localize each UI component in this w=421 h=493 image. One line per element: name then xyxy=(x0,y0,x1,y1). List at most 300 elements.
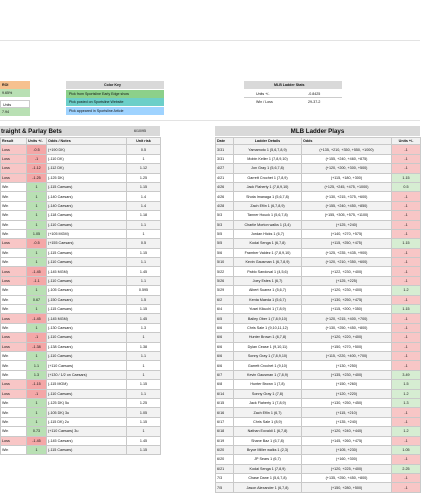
units-cell[interactable]: 1.3 xyxy=(392,398,421,407)
result-cell[interactable]: Loss xyxy=(1,154,27,163)
ladder-details-cell[interactable]: Dylan Cease 1 (9,10,11) xyxy=(234,342,302,351)
result-cell[interactable]: Win xyxy=(1,295,27,304)
units-cell[interactable]: -1 xyxy=(392,295,421,304)
odds-cell[interactable]: (-150 Caesars) xyxy=(47,295,127,304)
units-cell[interactable]: 1 xyxy=(27,445,47,454)
units-cell[interactable]: 1.2 xyxy=(392,427,421,436)
column-header[interactable]: Odds / Notes xyxy=(47,138,127,145)
odds-cell[interactable]: (+145, +260, +475) xyxy=(302,436,392,445)
column-header[interactable]: Result xyxy=(1,138,27,145)
date-cell[interactable]: 6/16 xyxy=(216,408,234,417)
odds-cell[interactable]: (+155, +240, +460, +875) xyxy=(302,154,392,163)
units-cell[interactable]: 1.2 xyxy=(392,389,421,398)
result-cell[interactable]: Loss xyxy=(1,267,27,276)
date-cell[interactable]: 3/31 xyxy=(216,154,234,163)
result-cell[interactable]: Win xyxy=(1,370,27,379)
odds-cell[interactable]: (+135, +230, +400) xyxy=(302,370,392,379)
units-cell[interactable]: -1.15 xyxy=(27,380,47,389)
unit-risk-cell[interactable]: 0.595 xyxy=(127,286,161,295)
odds-cell[interactable]: (+125, +235, +435, +900) xyxy=(302,248,392,257)
ladder-details-cell[interactable]: Garrett Crochet 1 (7,8,9) xyxy=(234,173,302,182)
units-cell[interactable]: -1 xyxy=(392,314,421,323)
units-cell[interactable]: 1 xyxy=(27,351,47,360)
odds-cell[interactable]: (+105, +230) xyxy=(302,445,392,454)
odds-cell[interactable]: (-115 Caesars) xyxy=(47,182,127,191)
result-cell[interactable]: Win xyxy=(1,427,27,436)
odds-cell[interactable]: (+160, +300) xyxy=(302,455,392,464)
units-cell[interactable]: -1.12 xyxy=(27,164,47,173)
odds-cell[interactable]: (-110 Caesars) xyxy=(47,389,127,398)
units-cell[interactable]: -1 xyxy=(392,267,421,276)
odds-cell[interactable]: (+115, +180, +300) xyxy=(302,173,392,182)
unit-risk-cell[interactable]: 1.15 xyxy=(127,380,161,389)
ladder-details-cell[interactable]: Sonny Gray 1 (7,8) xyxy=(234,389,302,398)
units-cell[interactable]: 1.15 xyxy=(392,239,421,248)
units-cell[interactable]: 1 xyxy=(27,192,47,201)
units-cell[interactable]: 3.49 xyxy=(392,370,421,379)
ladder-details-cell[interactable]: Bailey Ober 1 (7,8,9,10) xyxy=(234,314,302,323)
odds-cell[interactable]: (-105 Caesars) xyxy=(47,286,127,295)
units-cell[interactable]: -1 xyxy=(392,474,421,483)
color-key-title-cell[interactable] xyxy=(66,81,164,89)
odds-cell[interactable]: (+130, +215, +375, +600) xyxy=(302,192,392,201)
units-cell[interactable]: 1.3 xyxy=(27,370,47,379)
ladder-details-cell[interactable]: Bryce Miller walks 1 (2,3) xyxy=(234,445,302,454)
units-cell[interactable]: -1 xyxy=(392,408,421,417)
ladder-details-cell[interactable]: Tanner Houck 1 (5,6,7,8) xyxy=(234,211,302,220)
odds-cell[interactable]: (+115, +210) xyxy=(302,408,392,417)
odds-cell[interactable]: (+115, +250, +475) xyxy=(302,239,392,248)
odds-cell[interactable]: (+110 Caesars) xyxy=(47,361,127,370)
units-cell[interactable]: -1 xyxy=(27,333,47,342)
odds-cell[interactable]: (-145 MGM) xyxy=(47,314,127,323)
ladder-details-cell[interactable]: Yusei Kikuchi 1 (7,8,9) xyxy=(234,305,302,314)
unit-risk-cell[interactable]: 1.25 xyxy=(127,398,161,407)
ladder-stats-title-cell[interactable] xyxy=(244,81,342,89)
unit-risk-cell[interactable]: 1.4 xyxy=(127,201,161,210)
date-cell[interactable]: 5/10 xyxy=(216,258,234,267)
column-header[interactable]: Units +/- xyxy=(392,138,421,145)
result-cell[interactable]: Win xyxy=(1,201,27,210)
roi-value-cell[interactable] xyxy=(0,89,30,97)
odds-cell[interactable]: (+120, +210, +350, +600) xyxy=(302,258,392,267)
result-cell[interactable]: Win xyxy=(1,286,27,295)
units-cell[interactable]: -1 xyxy=(392,361,421,370)
result-cell[interactable]: Loss xyxy=(1,173,27,182)
units-cell[interactable]: 1 xyxy=(27,408,47,417)
units-cell[interactable]: -1 xyxy=(27,389,47,398)
ladder-details-cell[interactable]: Jordan Hicks 1 (6,7) xyxy=(234,229,302,238)
ladder-details-cell[interactable]: Chase Dane 1 (5,6,7,8) xyxy=(234,474,302,483)
units-cell[interactable]: -1 xyxy=(392,192,421,201)
result-cell[interactable]: Win xyxy=(1,398,27,407)
odds-cell[interactable]: (+150, +270, +500) xyxy=(302,342,392,351)
ladder-details-cell[interactable]: Albert Suarez 1 (5,6,7) xyxy=(234,286,302,295)
units-cell[interactable]: -1 xyxy=(392,342,421,351)
color-key-item-early-edge[interactable] xyxy=(66,90,164,98)
odds-cell[interactable]: (-115 Caesars) xyxy=(47,445,127,454)
ladder-details-cell[interactable]: Hunter Brown 1 (6,7,8) xyxy=(234,333,302,342)
date-cell[interactable]: 6/6 xyxy=(216,361,234,370)
units-cell[interactable]: 1 xyxy=(27,211,47,220)
date-cell[interactable]: 4/28 xyxy=(216,201,234,210)
unit-risk-cell[interactable]: 1.15 xyxy=(127,248,161,257)
result-cell[interactable]: Win xyxy=(1,323,27,332)
odds-cell[interactable]: (+115, +200, +350) xyxy=(302,305,392,314)
units-cell[interactable]: -1.45 xyxy=(27,267,47,276)
units-cell[interactable]: -1 xyxy=(392,154,421,163)
ladder-details-cell[interactable]: Pablo Sandoval 1 (4,5,6) xyxy=(234,267,302,276)
ladder-details-cell[interactable]: JP Sears 1 (6,7) xyxy=(234,455,302,464)
ladder-details-cell[interactable]: Sonny Gray 1 (7,8,9,10) xyxy=(234,351,302,360)
ladder-details-cell[interactable]: Chris Sale 1 (9,10,11,12) xyxy=(234,323,302,332)
unit-risk-cell[interactable]: 1.45 xyxy=(127,314,161,323)
date-cell[interactable]: 5/22 xyxy=(216,267,234,276)
result-cell[interactable]: Loss xyxy=(1,389,27,398)
result-cell[interactable]: Loss xyxy=(1,380,27,389)
units-cell[interactable]: 1 xyxy=(27,258,47,267)
unit-risk-cell[interactable]: 1 xyxy=(127,154,161,163)
units-cell[interactable]: -1 xyxy=(392,276,421,285)
units-cell[interactable]: 1 xyxy=(27,220,47,229)
odds-cell[interactable]: (-110 Caesars) xyxy=(47,351,127,360)
ladder-details-cell[interactable]: Zach Eflin 1 (6,7,8,9) xyxy=(234,201,302,210)
odds-cell[interactable]: (+135, +240) xyxy=(302,417,392,426)
result-cell[interactable]: Win xyxy=(1,361,27,370)
odds-cell[interactable]: (-118 Caesars) xyxy=(47,211,127,220)
date-cell[interactable]: 6/6 xyxy=(216,351,234,360)
odds-cell[interactable]: (+130, +250) xyxy=(302,361,392,370)
units-label-cell[interactable] xyxy=(0,100,30,108)
units-cell[interactable]: -1.25 xyxy=(27,173,47,182)
result-cell[interactable]: Win xyxy=(1,211,27,220)
units-cell[interactable]: -1 xyxy=(392,220,421,229)
date-cell[interactable]: 6/6 xyxy=(216,342,234,351)
units-cell[interactable]: -1 xyxy=(392,164,421,173)
ladder-details-cell[interactable]: Shota Imanaga 1 (5,6,7,8) xyxy=(234,192,302,201)
unit-risk-cell[interactable]: 1.45 xyxy=(127,436,161,445)
units-cell[interactable]: 1 xyxy=(27,248,47,257)
odds-cell[interactable]: (+130, +250, +475) xyxy=(302,295,392,304)
date-cell[interactable]: 5/5 xyxy=(216,239,234,248)
units-cell[interactable]: 1.05 xyxy=(27,229,47,238)
result-cell[interactable]: Win xyxy=(1,417,27,426)
odds-cell[interactable]: (-110 Caesars) xyxy=(47,258,127,267)
result-cell[interactable]: Win xyxy=(1,305,27,314)
odds-cell[interactable]: (+125, +240) xyxy=(302,220,392,229)
ladder-details-cell[interactable]: Shane Baz 1 (6,7,8) xyxy=(234,436,302,445)
column-header[interactable]: Odds xyxy=(302,138,392,145)
ladder-details-cell[interactable]: Nathan Eovaldi 1 (6,7,8) xyxy=(234,427,302,436)
odds-cell[interactable]: (+190 DK) xyxy=(47,145,127,154)
units-cell[interactable]: -1 xyxy=(392,229,421,238)
ladder-details-cell[interactable]: Jason Alexander 1 (6,7,8) xyxy=(234,483,302,492)
result-cell[interactable]: Win xyxy=(1,248,27,257)
date-cell[interactable]: 5/6 xyxy=(216,248,234,257)
date-cell[interactable]: 5/3 xyxy=(216,211,234,220)
odds-cell[interactable]: (+135, +250, +450, +800) xyxy=(302,474,392,483)
ladder-details-cell[interactable]: Framber Valdez 1 (7,8,9,10) xyxy=(234,248,302,257)
date-cell[interactable]: 7/3 xyxy=(216,474,234,483)
units-cell[interactable]: -1 xyxy=(27,154,47,163)
date-cell[interactable]: 6/18 xyxy=(216,427,234,436)
units-cell[interactable]: -1 xyxy=(392,436,421,445)
odds-cell[interactable]: (+125, +225) xyxy=(302,276,392,285)
units-cell[interactable]: 0.5 xyxy=(392,182,421,191)
result-cell[interactable]: Loss xyxy=(1,145,27,154)
unit-risk-cell[interactable]: 1 xyxy=(127,361,161,370)
ladder-details-cell[interactable]: Jack Flaherty 1 (7,8,9,10) xyxy=(234,182,302,191)
odds-cell[interactable]: (+120, +220) xyxy=(302,389,392,398)
date-cell[interactable]: 4/27 xyxy=(216,164,234,173)
units-cell[interactable]: 2.25 xyxy=(392,464,421,473)
result-cell[interactable]: Loss xyxy=(1,333,27,342)
odds-cell[interactable]: (+105 MGM) xyxy=(47,229,127,238)
roi-label-cell[interactable] xyxy=(0,81,30,89)
odds-cell[interactable]: (-110 Caesars) xyxy=(47,276,127,285)
unit-risk-cell[interactable]: 1.15 xyxy=(127,445,161,454)
odds-cell[interactable]: (+122, +230, +400) xyxy=(302,267,392,276)
units-cell[interactable]: -1 xyxy=(392,351,421,360)
odds-cell[interactable]: (-110 Caesars) xyxy=(47,333,127,342)
unit-risk-cell[interactable]: 1.5 xyxy=(127,295,161,304)
ladder-stats-record-row[interactable] xyxy=(244,98,342,106)
unit-risk-cell[interactable]: 1.15 xyxy=(127,182,161,191)
odds-cell[interactable]: (+130 / 1/2 on Caesars) xyxy=(47,370,127,379)
odds-cell[interactable]: (-115 Caesars) xyxy=(47,305,127,314)
units-cell[interactable]: 1.15 xyxy=(392,305,421,314)
unit-risk-cell[interactable]: 1.15 xyxy=(127,417,161,426)
units-cell[interactable]: 1 xyxy=(27,305,47,314)
units-cell[interactable]: 1.05 xyxy=(392,445,421,454)
date-cell[interactable]: 4/26 xyxy=(216,192,234,201)
unit-risk-cell[interactable]: 1 xyxy=(127,333,161,342)
odds-cell[interactable]: (+155, +305, +575, +1100) xyxy=(302,211,392,220)
ladder-details-cell[interactable]: Chris Sale 1 (8,9) xyxy=(234,417,302,426)
unit-risk-cell[interactable]: 1.18 xyxy=(127,211,161,220)
date-cell[interactable]: 4/26 xyxy=(216,182,234,191)
units-cell[interactable]: -1.45 xyxy=(27,436,47,445)
result-cell[interactable]: Loss xyxy=(1,342,27,351)
date-cell[interactable]: 6/5 xyxy=(216,314,234,323)
column-header[interactable]: Ladder Details xyxy=(234,138,302,145)
ladder-details-cell[interactable]: Kevin Gausman 1 (7,8,9) xyxy=(234,370,302,379)
date-cell[interactable]: 3/31 xyxy=(216,145,234,154)
units-cell[interactable]: -0.5 xyxy=(27,145,47,154)
odds-cell[interactable]: (+155 Caesars) xyxy=(47,239,127,248)
odds-cell[interactable]: (+120, +200, +300, +500) xyxy=(302,164,392,173)
result-cell[interactable]: Loss xyxy=(1,276,27,285)
odds-cell[interactable]: (-130 Caesars) xyxy=(47,323,127,332)
ladder-details-cell[interactable]: Kodai Senga 1 (7,8,9) xyxy=(234,464,302,473)
odds-cell[interactable]: (-138 Caesars) xyxy=(47,342,127,351)
ladder-details-cell[interactable]: Garrett Crochet 1 (9,10) xyxy=(234,361,302,370)
ladder-details-cell[interactable]: Kodai Senga 1 (6,7,8) xyxy=(234,239,302,248)
unit-risk-cell[interactable]: 0.5 xyxy=(127,239,161,248)
units-cell[interactable]: 1 xyxy=(27,286,47,295)
unit-risk-cell[interactable]: 1.1 xyxy=(127,220,161,229)
result-cell[interactable]: Loss xyxy=(1,239,27,248)
unit-risk-cell[interactable]: 1.1 xyxy=(127,258,161,267)
date-cell[interactable]: 5/29 xyxy=(216,286,234,295)
date-cell[interactable]: 7/5 xyxy=(216,483,234,492)
unit-risk-cell[interactable]: 1.1 xyxy=(127,389,161,398)
odds-cell[interactable]: (-125 DK) xyxy=(47,173,127,182)
units-cell[interactable]: 0.73 xyxy=(27,427,47,436)
result-cell[interactable]: Win xyxy=(1,445,27,454)
units-cell[interactable]: -1 xyxy=(392,258,421,267)
unit-risk-cell[interactable]: 1.4 xyxy=(127,192,161,201)
color-key-item-website[interactable] xyxy=(66,98,164,106)
result-cell[interactable]: Win xyxy=(1,408,27,417)
units-cell[interactable]: -0.5 xyxy=(27,239,47,248)
table-row xyxy=(1,248,161,257)
ladder-details-cell[interactable]: Joey Estes 1 (6,7) xyxy=(234,276,302,285)
units-cell[interactable]: -1 xyxy=(392,333,421,342)
unit-risk-cell[interactable]: 1.1 xyxy=(127,351,161,360)
units-cell[interactable]: 0.67 xyxy=(27,295,47,304)
odds-cell[interactable]: (+120, +215, +400, +700) xyxy=(302,314,392,323)
units-cell[interactable]: 1.2 xyxy=(392,286,421,295)
odds-cell[interactable]: (+135, +210, +350, +550, +1000) xyxy=(302,145,392,154)
result-cell[interactable]: Loss xyxy=(1,164,27,173)
unit-risk-cell[interactable]: 1.3 xyxy=(127,323,161,332)
ladder-details-cell[interactable]: Kenta Maeda 1 (5,6,7) xyxy=(234,295,302,304)
units-cell[interactable]: 1.1 xyxy=(27,361,47,370)
date-cell[interactable]: 6/6 xyxy=(216,323,234,332)
odds-cell[interactable]: (+110 Caesars) 3u xyxy=(47,427,127,436)
odds-cell[interactable]: (-140 Caesars) xyxy=(47,201,127,210)
odds-cell[interactable]: (+150, +280, +500) xyxy=(302,483,392,492)
date-cell[interactable]: 6/20 xyxy=(216,445,234,454)
odds-cell[interactable]: (-115 DK) 2u xyxy=(47,417,127,426)
odds-cell[interactable]: (+140, +270, +575) xyxy=(302,229,392,238)
date-cell[interactable]: 6/7 xyxy=(216,370,234,379)
ladder-details-cell[interactable]: Yamamoto 1 (5,6,7,8,9) xyxy=(234,145,302,154)
ladder-details-cell[interactable]: Mobin Keller 1 (7,8,9,10) xyxy=(234,154,302,163)
units-cell[interactable]: 1.15 xyxy=(392,173,421,182)
color-key-item-article[interactable] xyxy=(66,107,164,115)
ladder-details-cell[interactable]: Charlie Morton walks 1 (3,4) xyxy=(234,220,302,229)
unit-risk-cell[interactable]: 1.15 xyxy=(127,305,161,314)
unit-risk-cell[interactable]: 1.05 xyxy=(127,408,161,417)
result-cell[interactable]: Loss xyxy=(1,436,27,445)
odds-cell[interactable]: (+150, +260) xyxy=(302,380,392,389)
odds-cell[interactable]: (+155, +240, +450, +850) xyxy=(302,201,392,210)
date-cell[interactable]: 6/17 xyxy=(216,417,234,426)
unit-risk-cell[interactable]: 1 xyxy=(127,229,161,238)
date-cell[interactable]: 6/2 xyxy=(216,295,234,304)
units-cell[interactable]: 1 xyxy=(27,323,47,332)
odds-cell[interactable]: (+130, +250, +450) xyxy=(302,398,392,407)
odds-cell[interactable]: (+120, +225, +400) xyxy=(302,464,392,473)
units-cell[interactable]: -1 xyxy=(392,323,421,332)
ladder-details-cell[interactable]: Jon Gray 1 (5,6,7,8) xyxy=(234,164,302,173)
units-cell[interactable]: 1 xyxy=(27,201,47,210)
date-cell[interactable]: 6/8 xyxy=(216,380,234,389)
odds-cell[interactable]: (+115, +220, +400, +700) xyxy=(302,351,392,360)
odds-cell[interactable]: (-125 DK) 5u xyxy=(47,398,127,407)
units-value-cell[interactable] xyxy=(0,108,30,116)
ladder-details-cell[interactable]: Kevin Gausman 1 (6,7,8,9) xyxy=(234,258,302,267)
unit-risk-cell[interactable]: 1.38 xyxy=(127,342,161,351)
date-cell[interactable]: 4/21 xyxy=(216,173,234,182)
result-cell[interactable]: Win xyxy=(1,220,27,229)
date-cell[interactable]: 5/5 xyxy=(216,229,234,238)
date-cell[interactable]: 6/20 xyxy=(216,455,234,464)
odds-cell[interactable]: (-110 Caesars) xyxy=(47,220,127,229)
unit-risk-cell[interactable]: 0.5 xyxy=(127,145,161,154)
date-cell[interactable]: 6/4 xyxy=(216,305,234,314)
units-cell[interactable]: 1 xyxy=(27,398,47,407)
odds-cell[interactable]: (-112 DK) xyxy=(47,164,127,173)
unit-risk-cell[interactable]: 1 xyxy=(127,370,161,379)
odds-cell[interactable]: (+120, +240, +440) xyxy=(302,427,392,436)
odds-cell[interactable]: (-105 DK) 3u xyxy=(47,408,127,417)
odds-cell[interactable]: (-110 DK) xyxy=(47,154,127,163)
result-cell[interactable]: Loss xyxy=(1,314,27,323)
odds-cell[interactable]: (-115 MGM) xyxy=(47,380,127,389)
result-cell[interactable]: Win xyxy=(1,351,27,360)
date-cell[interactable]: 5/3 xyxy=(216,220,234,229)
odds-cell[interactable]: (-145 MGM) xyxy=(47,267,127,276)
date-cell[interactable]: 6/15 xyxy=(216,398,234,407)
units-cell[interactable]: -1 xyxy=(392,248,421,257)
date-cell[interactable]: 6/21 xyxy=(216,464,234,473)
units-cell[interactable]: 1 xyxy=(27,182,47,191)
units-cell[interactable]: -1 xyxy=(392,417,421,426)
odds-cell[interactable]: (-115 Caesars) xyxy=(47,248,127,257)
units-cell[interactable]: 1 xyxy=(27,417,47,426)
column-header[interactable]: Date xyxy=(216,138,234,145)
date-cell[interactable]: 5/26 xyxy=(216,276,234,285)
odds-cell[interactable]: (-145 Caesars) xyxy=(47,436,127,445)
date-cell[interactable]: 6/14 xyxy=(216,389,234,398)
odds-cell[interactable]: (+120, +230, +400) xyxy=(302,286,392,295)
column-header[interactable]: Unit risk xyxy=(127,138,161,145)
date-cell[interactable]: 6/19 xyxy=(216,436,234,445)
date-cell[interactable]: 6/6 xyxy=(216,333,234,342)
units-cell[interactable]: -1 xyxy=(392,455,421,464)
column-header[interactable]: Units +/- xyxy=(27,138,47,145)
units-cell[interactable]: -1 xyxy=(392,483,421,492)
units-cell[interactable]: -1 xyxy=(392,201,421,210)
units-cell[interactable]: -1.38 xyxy=(27,342,47,351)
odds-cell[interactable]: (+125, +245, +475, +1000) xyxy=(302,182,392,191)
units-cell[interactable]: -1 xyxy=(392,145,421,154)
result-cell[interactable]: Win xyxy=(1,229,27,238)
units-cell[interactable]: 1.5 xyxy=(392,380,421,389)
ladder-stats-units-row[interactable] xyxy=(244,90,342,98)
ladder-details-cell[interactable]: Hunter Brown 1 (7,8) xyxy=(234,380,302,389)
result-cell[interactable]: Win xyxy=(1,192,27,201)
odds-cell[interactable]: (+130, +250, +450, +800) xyxy=(302,323,392,332)
result-cell[interactable]: Win xyxy=(1,258,27,267)
unit-risk-cell[interactable]: 1.25 xyxy=(127,173,161,182)
odds-cell[interactable]: (+120, +220, +400) xyxy=(302,333,392,342)
unit-risk-cell[interactable]: 1.12 xyxy=(127,164,161,173)
unit-risk-cell[interactable]: 1.1 xyxy=(127,276,161,285)
unit-risk-cell[interactable]: 1 xyxy=(127,427,161,436)
odds-cell[interactable]: (-140 Caesars) xyxy=(47,192,127,201)
units-cell[interactable]: -1.45 xyxy=(27,314,47,323)
result-cell[interactable]: Win xyxy=(1,182,27,191)
ladder-details-cell[interactable]: Jack Flaherty 1 (7,8,9) xyxy=(234,398,302,407)
units-cell[interactable]: -1.1 xyxy=(27,276,47,285)
units-cell[interactable]: -1 xyxy=(392,211,421,220)
unit-risk-cell[interactable]: 1.45 xyxy=(127,267,161,276)
ladder-details-cell[interactable]: Zach Eflin 1 (6,7) xyxy=(234,408,302,417)
